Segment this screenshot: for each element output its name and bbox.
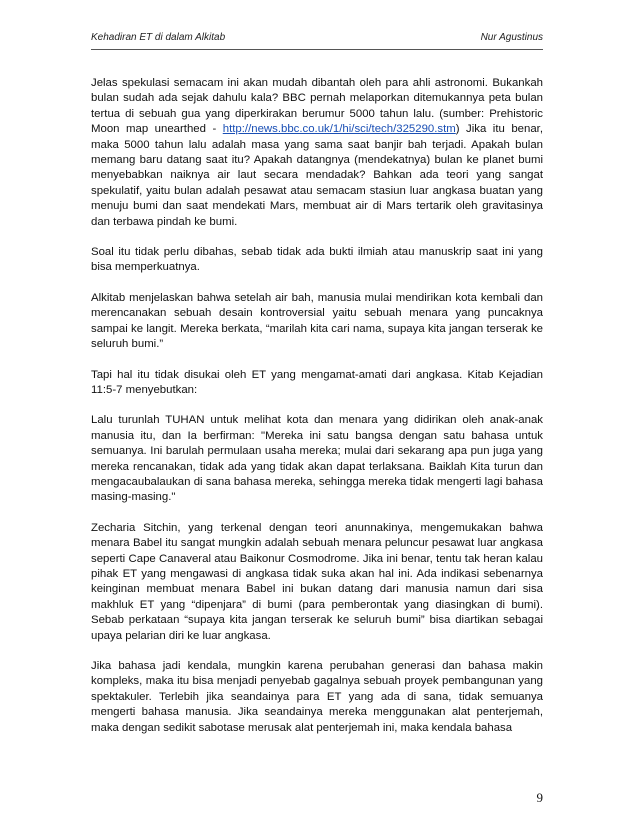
page-header [91, 32, 543, 43]
body-text [91, 76, 543, 751]
paragraph-3: Alkitab menjelaskan bahwa setelah air bah, manusia mulai mendirikan kota kembali dan merencanakan sebuah desain kontroversial yaitu sebuah menara yang puncaknya sampai ke langit. Mereka berkata, “marilah kita cari nama, supaya kita jangan terserak ke seluruh bumi.” [91, 291, 543, 351]
bbc-source-link[interactable]: http://news.bbc.co.uk/1/hi/sci/tech/325290.stm [222, 123, 456, 136]
paragraph-6: Zecharia Sitchin, yang terkenal dengan teori anunnakinya, mengemukakan bahwa menara Babel itu sangat mungkin adalah sebuah menara peluncur pesawat luar angkasa seperti Cape Canaveral atau Baikonur Cosmodrome. Jika ini benar, tentu tak heran kalau pihak ET yang mengawasi di angkasa tidak suka akan hal ini. Ada indikasi sebenarnya keinginan membuat menara Babel ini bukan datang dari manusia namun dari sisa makhluk ET yang “dipenjara” di bumi (para pemberontak yang diasingkan di bumi). Sebab perkataan “supaya kita jangan terserak ke seluruh bumi” bisa diartikan sebagai upaya pelarian diri ke luar angkasa. [91, 521, 543, 642]
paragraph-1 [91, 76, 543, 230]
header-title: Kehadiran ET di dalam Alkitab [91, 32, 226, 43]
page-number: 9 [536, 790, 543, 805]
paragraph-4: Tapi hal itu tidak disukai oleh ET yang mengamat-amati dari angkasa. Kitab Kejadian 11:5-7 menyebutkan: [91, 368, 543, 396]
header-author: Nur Agustinus [480, 32, 543, 43]
paragraph-5-bible-quote: Lalu turunlah TUHAN untuk melihat kota dan menara yang didirikan oleh anak-anak manusia itu, dan Ia berfirman: "Mereka ini satu bangsa dengan satu bahasa untuk semuanya. Ini barulah permulaan usaha mereka; mulai dari sekarang apa pun juga yang mereka rencanakan, tidak ada yang tidak akan dapat terlaksana. Baiklah Kita turun dan mengacaubalaukan di sana bahasa mereka, sehingga mereka tidak mengerti lagi bahasa masing-masing." [91, 414, 543, 504]
header-divider [91, 49, 543, 50]
paragraph-1-text-b: ) Jika itu benar, maka 5000 tahun lalu adalah masa yang sama saat banjir bah terjadi. Apakah bulan memang baru datang saat itu? Apakah datangnya (mendekatnya) bulan ke planet bumi menyebabkan naiknya air laut secara mendadak? Bahkan ada teori yang sangat spekulatif, yaitu bulan adalah pesawat atau semacam stasiun luar angkasa buatan yang menuju bumi dan saat mendekati Mars, membuat air di Mars tertarik oleh gravitasinya dan terbawa pindah ke bumi. [91, 123, 544, 228]
paragraph-7: Jika bahasa jadi kendala, mungkin karena perubahan generasi dan bahasa makin kompleks, maka itu bisa menjadi penyebab gagalnya sebuah proyek pembangunan yang spektakuler. Terlebih jika seandainya para ET yang ada di sana, tidak semuanya mengerti bahasa manusia. Jika seandainya mereka menggunakan alat penterjemah, maka dengan sedikit sabotase merusak alat penterjemah ini, maka kendala bahasa [91, 660, 543, 734]
paragraph-1-text-a: Jelas spekulasi semacam ini akan mudah dibantah oleh para ahli astronomi. Bukankah bulan sudah ada sejak dahulu kala? BBC pernah melaporkan ditemukannya peta bulan tertua di sebuah gua yang diperkirakan berumur 5000 tahun lalu. (sumber: Prehistoric Moon map unearthed - [91, 77, 543, 136]
paragraph-2: Soal itu tidak perlu dibahas, sebab tidak ada bukti ilmiah atau manuskrip saat ini yang bisa memperkuatnya. [91, 246, 543, 274]
